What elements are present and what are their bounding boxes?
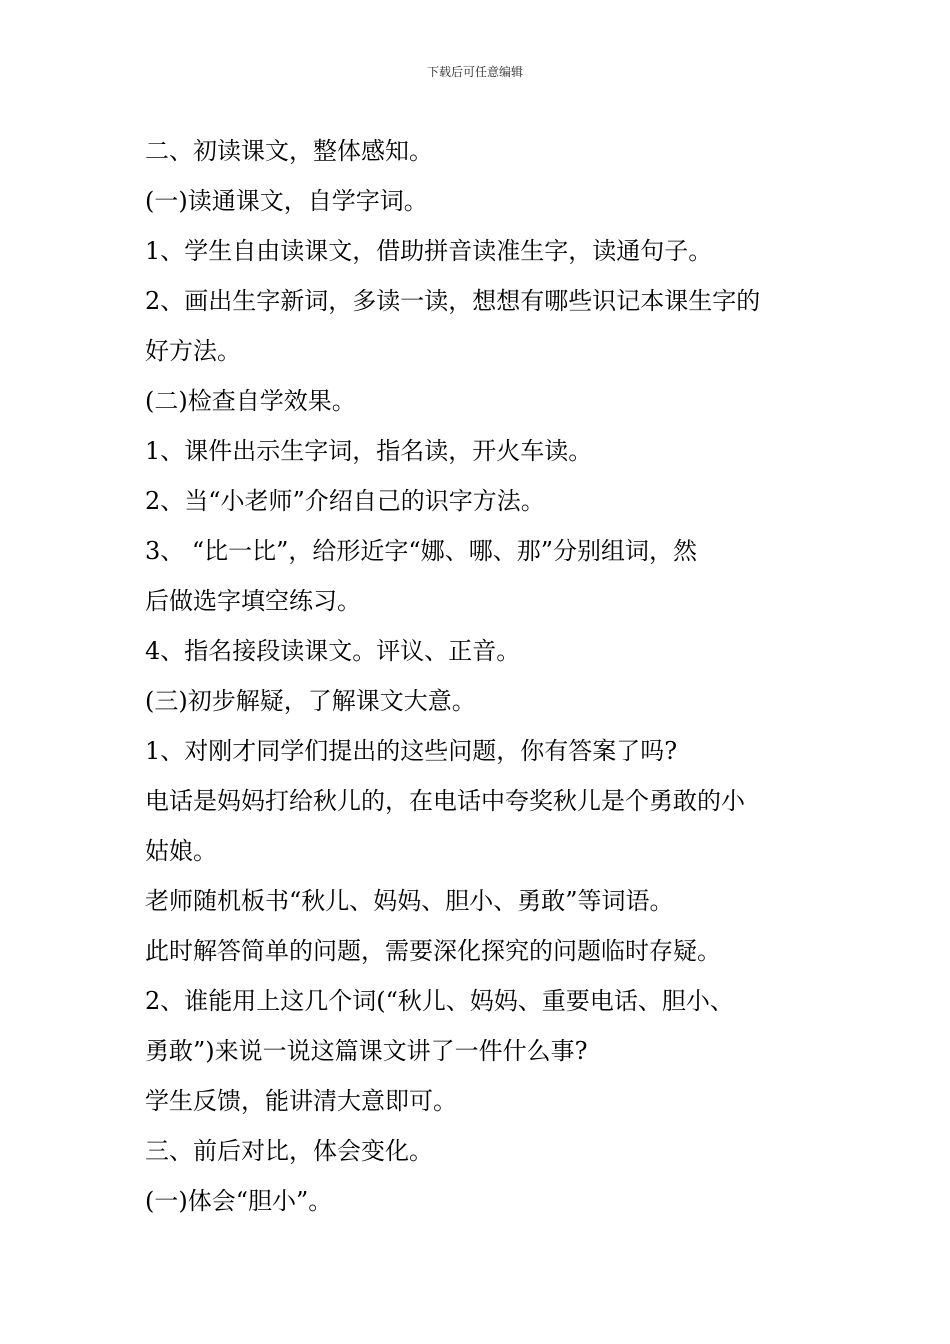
subsection-heading: (三)初步解疑，了解课文大意。 <box>145 687 476 715</box>
paragraph-line: 2、谁能用上这几个词(“秋儿、妈妈、重要电话、胆小、 <box>145 987 734 1015</box>
subsection-heading: (一)读通课文，自学字词。 <box>145 187 428 215</box>
paragraph-line: 后做选字填空练习。 <box>145 587 361 615</box>
subsection-heading: (二)检查自学效果。 <box>145 387 356 415</box>
paragraph-line: 姑娘。 <box>145 837 217 865</box>
paragraph-line: 学生反馈，能讲清大意即可。 <box>145 1087 457 1115</box>
section-heading: 二、初读课文，整体感知。 <box>145 137 433 165</box>
paragraph-line: 老师随机板书“秋儿、妈妈、胆小、勇敢”等词语。 <box>145 887 674 915</box>
section-heading: 三、前后对比，体会变化。 <box>145 1137 433 1165</box>
paragraph-line: 好方法。 <box>145 337 241 365</box>
document-body <box>145 126 815 1226</box>
paragraph-line: 勇敢”)来说一说这篇课文讲了一件什么事? <box>145 1037 588 1065</box>
paragraph-line: 2、画出生字新词，多读一读，想想有哪些识记本课生字的 <box>145 287 761 315</box>
paragraph-line: 1、学生自由读课文，借助拼音读准生字，读通句子。 <box>145 237 713 265</box>
paragraph-line: 3、 “比一比”，给形近字“娜、哪、那”分别组词，然 <box>145 537 697 565</box>
subsection-heading: (一)体会“胆小”。 <box>145 1187 333 1215</box>
paragraph-line: 电话是妈妈打给秋儿的，在电话中夸奖秋儿是个勇敢的小 <box>145 787 745 815</box>
paragraph-line: 1、对刚才同学们提出的这些问题，你有答案了吗? <box>145 737 678 765</box>
page-header: 下载后可任意编辑 <box>426 65 523 79</box>
paragraph-line: 此时解答简单的问题，需要深化探究的问题临时存疑。 <box>145 937 721 965</box>
paragraph-line: 4、指名接段读课文。评议、正音。 <box>145 637 521 665</box>
paragraph-line: 2、当“小老师”介绍自己的识字方法。 <box>145 487 545 515</box>
paragraph-line: 1、课件出示生字词，指名读，开火车读。 <box>145 437 593 465</box>
